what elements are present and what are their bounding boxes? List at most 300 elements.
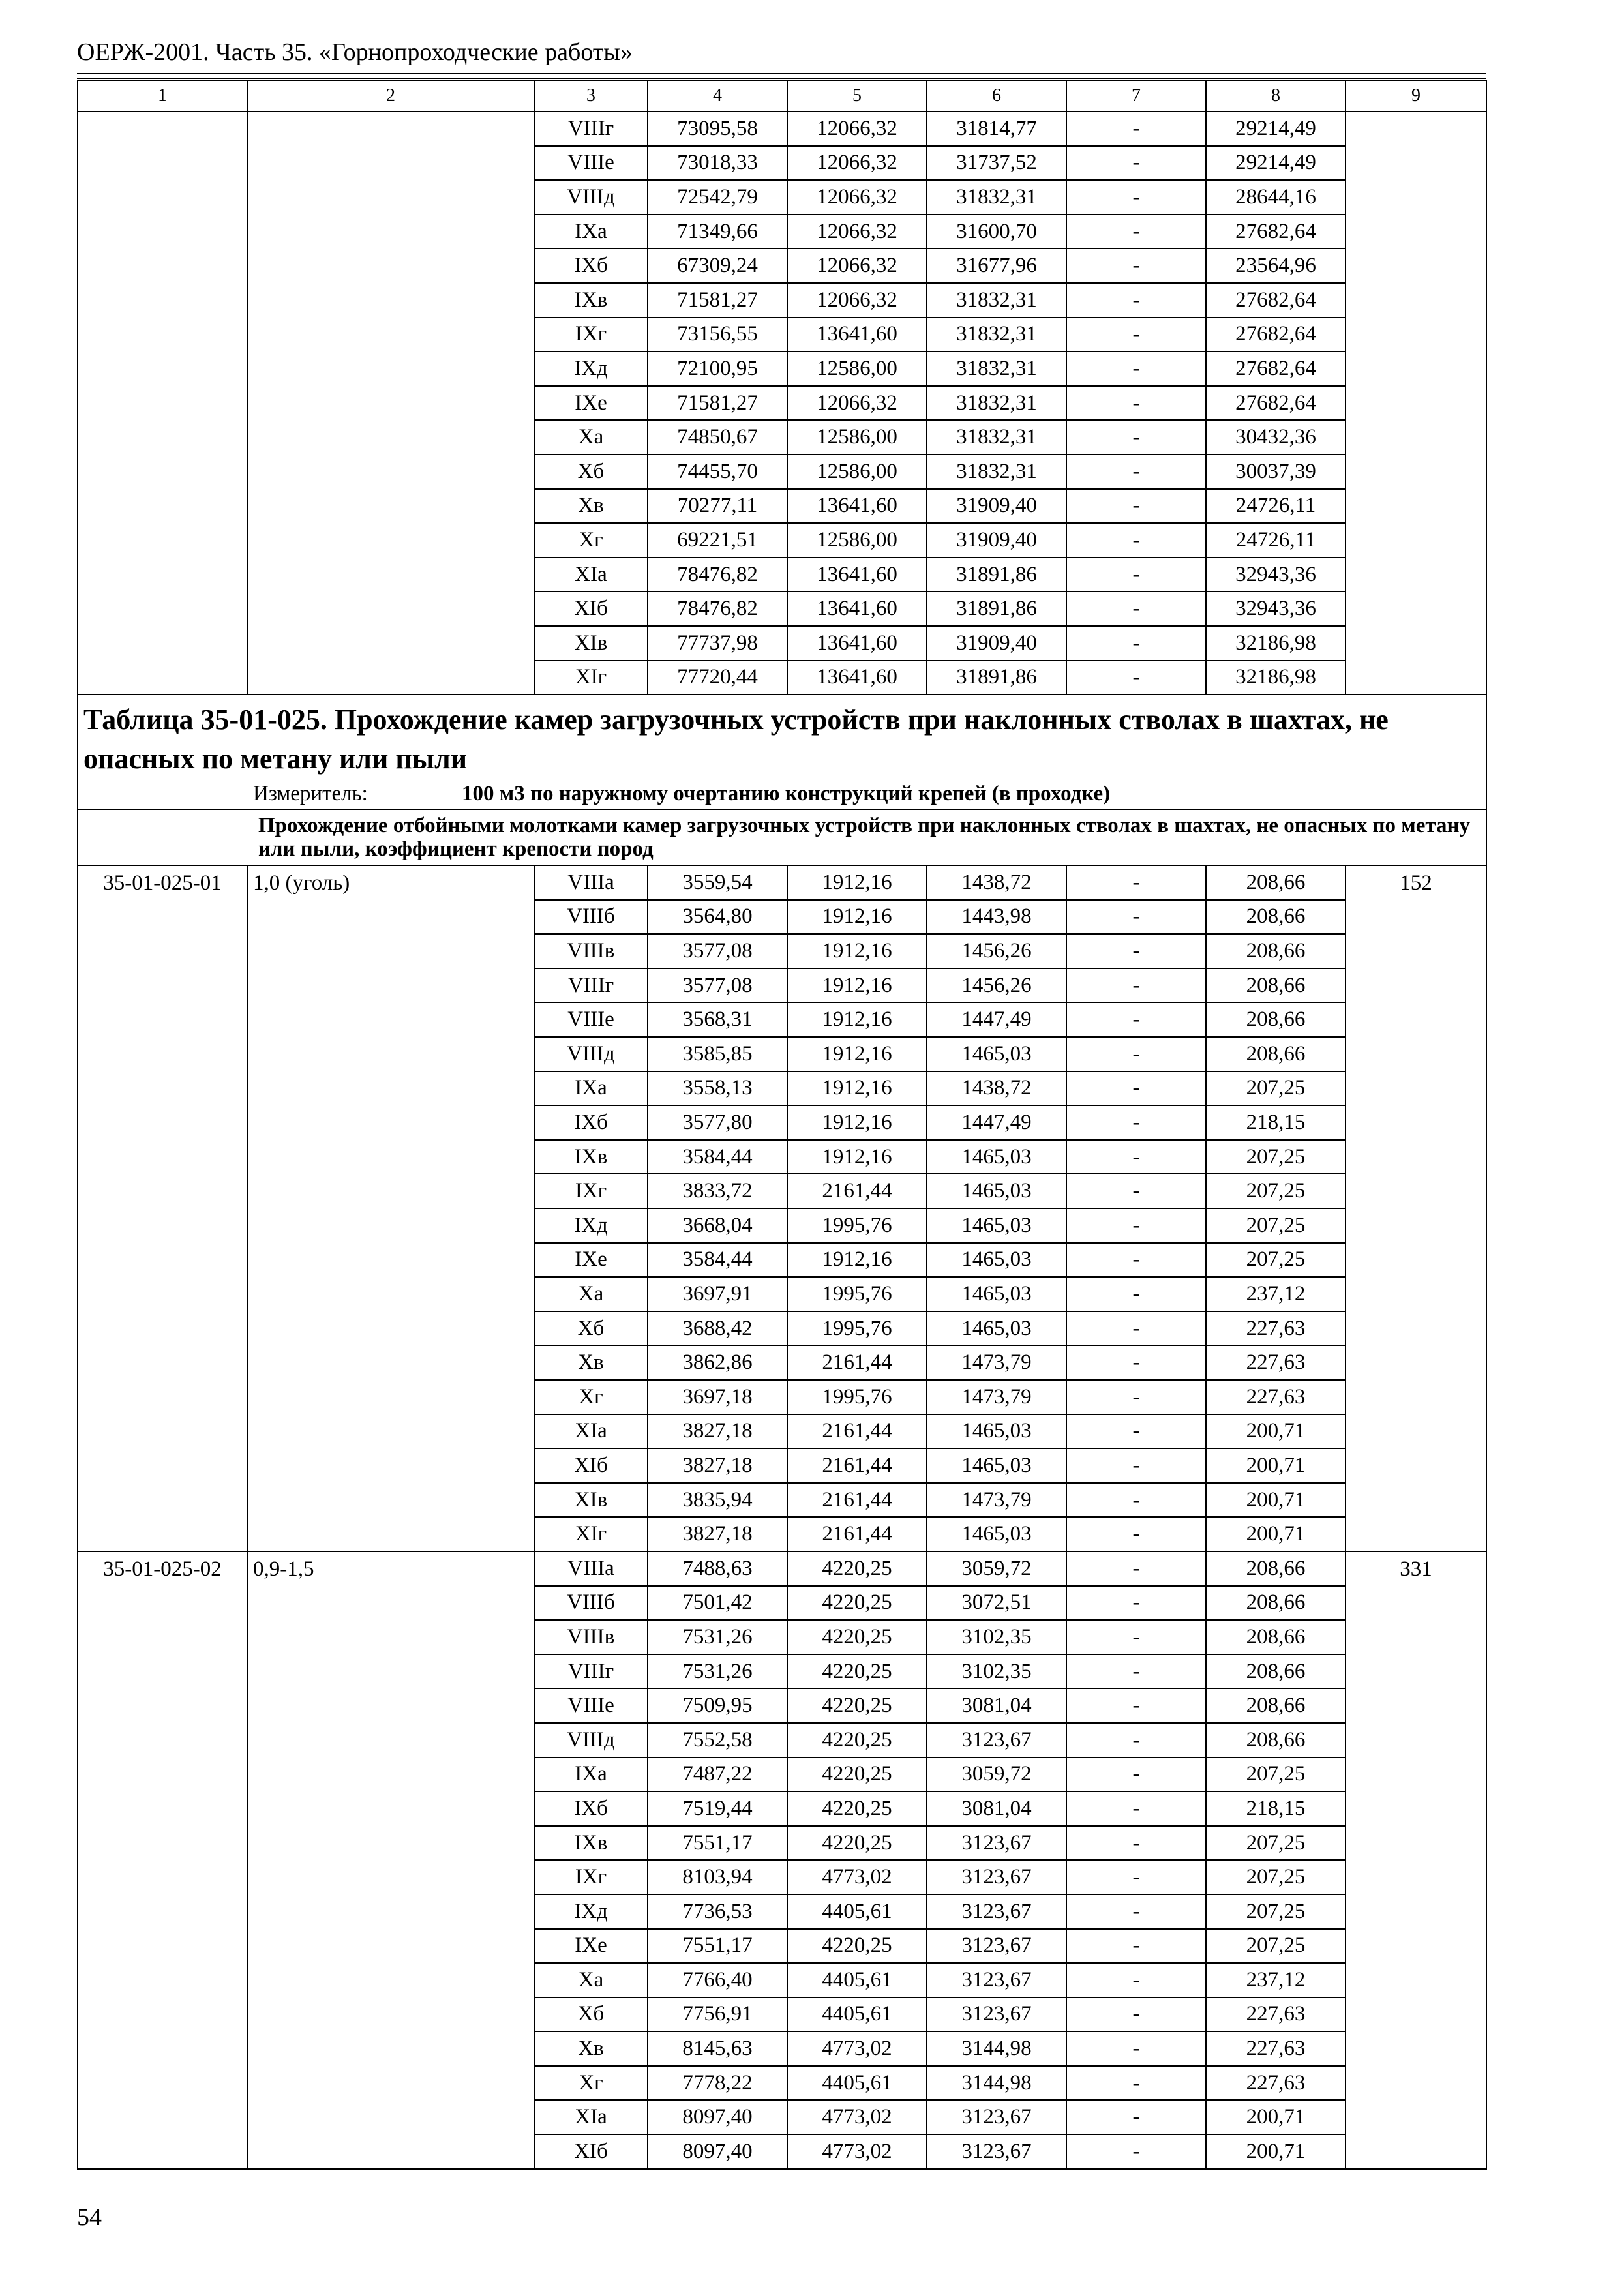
empty-col9-cell (1346, 455, 1486, 489)
empty-code-cell (78, 455, 247, 489)
total-cost: 7766,40 (648, 1963, 787, 1997)
machine-cost: 3102,35 (927, 1654, 1066, 1689)
machinists-wages: - (1066, 215, 1206, 249)
materials-cost: 207,25 (1206, 1826, 1346, 1861)
wages-cost: 12586,00 (787, 523, 927, 558)
machinists-wages: - (1066, 1826, 1206, 1861)
machinists-wages: - (1066, 968, 1206, 1003)
total-cost: 71581,27 (648, 386, 787, 421)
total-cost: 7778,22 (648, 2066, 787, 2101)
machinists-wages: - (1066, 1688, 1206, 1723)
wages-cost: 1995,76 (787, 1277, 927, 1311)
machinists-wages: - (1066, 1586, 1206, 1621)
wages-cost: 4220,25 (787, 1688, 927, 1723)
table-row (78, 352, 1486, 386)
machinists-wages: - (1066, 1860, 1206, 1894)
subtype-code: Xв (534, 1345, 648, 1380)
subtype-code: Xв (534, 489, 648, 524)
machinists-wages: - (1066, 489, 1206, 524)
wages-cost: 1912,16 (787, 865, 927, 900)
wages-cost: 4405,61 (787, 1963, 927, 1997)
machine-cost: 1465,03 (927, 1174, 1066, 1208)
empty-col9-cell (1346, 146, 1486, 181)
empty-col9-cell (1346, 558, 1486, 592)
wages-cost: 2161,44 (787, 1483, 927, 1518)
total-cost: 3827,18 (648, 1448, 787, 1483)
machine-cost: 3123,67 (927, 1723, 1066, 1758)
wages-cost: 4220,25 (787, 1929, 927, 1964)
rock-strength-coefficient: 0,9-1,5 (247, 1551, 534, 2169)
header-rule (77, 73, 1486, 74)
empty-code-cell (78, 248, 247, 283)
machinists-wages: - (1066, 1963, 1206, 1997)
subtype-code: VIIIд (534, 180, 648, 215)
column-number: 8 (1206, 80, 1346, 112)
materials-cost: 207,25 (1206, 1208, 1346, 1243)
subtype-code: VIIIв (534, 934, 648, 968)
subtype-code: VIIIг (534, 1654, 648, 1689)
total-cost: 8103,94 (648, 1860, 787, 1894)
materials-cost: 227,63 (1206, 1311, 1346, 1346)
subtype-code: XIг (534, 661, 648, 695)
empty-code-cell (78, 352, 247, 386)
total-cost: 3827,18 (648, 1414, 787, 1449)
machinists-wages: - (1066, 626, 1206, 661)
machine-cost: 1456,26 (927, 934, 1066, 968)
materials-cost: 207,25 (1206, 1071, 1346, 1106)
total-cost: 78476,82 (648, 591, 787, 626)
work-description-row (78, 809, 1486, 865)
machinists-wages: - (1066, 352, 1206, 386)
total-cost: 71349,66 (648, 215, 787, 249)
empty-col9-cell (1346, 180, 1486, 215)
machine-cost: 1456,26 (927, 968, 1066, 1003)
machine-cost: 1447,49 (927, 1105, 1066, 1140)
subtype-code: IXа (534, 1071, 648, 1106)
meter-value: 100 м3 по наружному очертанию конструкций крепей (в проходке) (462, 781, 1111, 805)
subtype-code: VIIIа (534, 865, 648, 900)
total-cost: 77720,44 (648, 661, 787, 695)
subtype-code: VIIIе (534, 1688, 648, 1723)
total-cost: 3584,44 (648, 1140, 787, 1174)
empty-condition-cell (247, 661, 534, 695)
table-row (78, 215, 1486, 249)
table-row (78, 558, 1486, 592)
machinists-wages: - (1066, 1551, 1206, 1586)
empty-col9-cell (1346, 318, 1486, 352)
materials-cost: 208,66 (1206, 1551, 1346, 1586)
wages-cost: 12586,00 (787, 352, 927, 386)
table-row (78, 661, 1486, 695)
machine-cost: 3123,67 (927, 1860, 1066, 1894)
machinists-wages: - (1066, 1791, 1206, 1826)
wages-cost: 4220,25 (787, 1826, 927, 1861)
subtype-code: VIIIа (534, 1551, 648, 1586)
subtype-code: Xб (534, 1311, 648, 1346)
machinists-wages: - (1066, 1894, 1206, 1929)
machinists-wages: - (1066, 934, 1206, 968)
table-row (78, 455, 1486, 489)
subtype-code: IXе (534, 1929, 648, 1964)
machinists-wages: - (1066, 1723, 1206, 1758)
materials-cost: 27682,64 (1206, 215, 1346, 249)
empty-code-cell (78, 523, 247, 558)
machinists-wages: - (1066, 1105, 1206, 1140)
total-cost: 70277,11 (648, 489, 787, 524)
subtype-code: VIIIг (534, 112, 648, 146)
machinists-wages: - (1066, 1997, 1206, 2032)
total-cost: 3577,08 (648, 968, 787, 1003)
rock-strength-coefficient: 1,0 (уголь) (247, 865, 534, 1551)
subtype-code: VIIIб (534, 900, 648, 935)
page-number: 54 (77, 2204, 102, 2231)
materials-cost: 208,66 (1206, 1037, 1346, 1071)
machine-cost: 1465,03 (927, 1277, 1066, 1311)
materials-cost: 237,12 (1206, 1963, 1346, 1997)
machinists-wages: - (1066, 1071, 1206, 1106)
empty-col9-cell (1346, 283, 1486, 318)
materials-cost: 200,71 (1206, 1483, 1346, 1518)
table-row (78, 180, 1486, 215)
total-cost: 3862,86 (648, 1345, 787, 1380)
wages-cost: 4220,25 (787, 1551, 927, 1586)
subtype-code: Xг (534, 523, 648, 558)
total-cost: 3577,80 (648, 1105, 787, 1140)
machinists-wages: - (1066, 283, 1206, 318)
total-cost: 8145,63 (648, 2031, 787, 2066)
total-cost: 71581,27 (648, 283, 787, 318)
machine-cost: 3102,35 (927, 1620, 1066, 1654)
page-header: ОЕРЖ-2001. Часть 35. «Горнопроходческие работы» (77, 38, 633, 66)
empty-condition-cell (247, 523, 534, 558)
subtype-code: XIб (534, 1448, 648, 1483)
machine-cost: 31891,86 (927, 558, 1066, 592)
machine-cost: 31891,86 (927, 661, 1066, 695)
total-cost: 7519,44 (648, 1791, 787, 1826)
total-cost: 77737,98 (648, 626, 787, 661)
subtype-code: Xб (534, 455, 648, 489)
total-cost: 73156,55 (648, 318, 787, 352)
wages-cost: 12066,32 (787, 283, 927, 318)
materials-cost: 30037,39 (1206, 455, 1346, 489)
materials-cost: 207,25 (1206, 1860, 1346, 1894)
machine-cost: 31832,31 (927, 283, 1066, 318)
empty-condition-cell (247, 386, 534, 421)
wages-cost: 12066,32 (787, 386, 927, 421)
wages-cost: 12586,00 (787, 420, 927, 455)
materials-cost: 227,63 (1206, 2031, 1346, 2066)
total-cost: 3558,13 (648, 1071, 787, 1106)
wages-cost: 4773,02 (787, 2100, 927, 2134)
total-cost: 3697,18 (648, 1380, 787, 1414)
table-row (78, 386, 1486, 421)
table-body (78, 80, 1486, 2169)
total-cost: 7531,26 (648, 1620, 787, 1654)
machinists-wages: - (1066, 1620, 1206, 1654)
wages-cost: 12066,32 (787, 248, 927, 283)
materials-cost: 200,71 (1206, 1414, 1346, 1449)
labor-cost-value: 331 (1346, 1551, 1486, 2169)
total-cost: 3835,94 (648, 1483, 787, 1518)
column-number: 4 (648, 80, 787, 112)
materials-cost: 227,63 (1206, 1380, 1346, 1414)
column-number: 5 (787, 80, 927, 112)
total-cost: 3568,31 (648, 1002, 787, 1037)
subtype-code: Xг (534, 1380, 648, 1414)
subtype-code: IXг (534, 1860, 648, 1894)
subtype-code: XIв (534, 626, 648, 661)
table-row (78, 112, 1486, 146)
table-row (78, 283, 1486, 318)
machinists-wages: - (1066, 558, 1206, 592)
subtype-code: VIIIе (534, 1002, 648, 1037)
machine-cost: 1465,03 (927, 1243, 1066, 1278)
empty-condition-cell (247, 455, 534, 489)
machine-cost: 1465,03 (927, 1414, 1066, 1449)
machine-cost: 3144,98 (927, 2031, 1066, 2066)
machinists-wages: - (1066, 1208, 1206, 1243)
machine-cost: 1473,79 (927, 1380, 1066, 1414)
machine-cost: 3123,67 (927, 1894, 1066, 1929)
machinists-wages: - (1066, 112, 1206, 146)
machine-cost: 1465,03 (927, 1140, 1066, 1174)
machine-cost: 3059,72 (927, 1551, 1066, 1586)
machinists-wages: - (1066, 1448, 1206, 1483)
wages-cost: 4220,25 (787, 1654, 927, 1689)
total-cost: 3668,04 (648, 1208, 787, 1243)
subtype-code: IXг (534, 318, 648, 352)
machine-cost: 1465,03 (927, 1037, 1066, 1071)
machinists-wages: - (1066, 1140, 1206, 1174)
subtype-code: VIIIб (534, 1586, 648, 1621)
meter-label: Измеритель: (253, 781, 368, 805)
total-cost: 7551,17 (648, 1929, 787, 1964)
wages-cost: 12066,32 (787, 215, 927, 249)
machinists-wages: - (1066, 455, 1206, 489)
materials-cost: 27682,64 (1206, 283, 1346, 318)
work-description: Прохождение отбойными молотками камер загрузочных устройств при наклонных стволах в шахтах, не опасных по метану или пыли, коэффициент крепости пород (258, 814, 1470, 861)
wages-cost: 2161,44 (787, 1517, 927, 1551)
subtype-code: IXг (534, 1174, 648, 1208)
empty-condition-cell (247, 591, 534, 626)
total-cost: 7488,63 (648, 1551, 787, 1586)
wages-cost: 4773,02 (787, 2031, 927, 2066)
empty-condition-cell (247, 180, 534, 215)
materials-cost: 237,12 (1206, 1277, 1346, 1311)
materials-cost: 32943,36 (1206, 558, 1346, 592)
wages-cost: 12066,32 (787, 112, 927, 146)
machine-cost: 1473,79 (927, 1483, 1066, 1518)
materials-cost: 208,66 (1206, 865, 1346, 900)
machine-cost: 1438,72 (927, 865, 1066, 900)
column-number: 3 (534, 80, 648, 112)
wages-cost: 4405,61 (787, 1894, 927, 1929)
wages-cost: 4220,25 (787, 1723, 927, 1758)
meter-row (78, 779, 1486, 809)
wages-cost: 1912,16 (787, 968, 927, 1003)
subtype-code: VIIIг (534, 968, 648, 1003)
empty-code-cell (78, 318, 247, 352)
wages-cost: 13641,60 (787, 558, 927, 592)
machine-cost: 1443,98 (927, 900, 1066, 935)
materials-cost: 208,66 (1206, 934, 1346, 968)
materials-cost: 23564,96 (1206, 248, 1346, 283)
machine-cost: 31832,31 (927, 455, 1066, 489)
wages-cost: 1995,76 (787, 1380, 927, 1414)
total-cost: 74850,67 (648, 420, 787, 455)
empty-col9-cell (1346, 352, 1486, 386)
wages-cost: 4220,25 (787, 1791, 927, 1826)
empty-col9-cell (1346, 591, 1486, 626)
empty-condition-cell (247, 352, 534, 386)
empty-code-cell (78, 661, 247, 695)
materials-cost: 27682,64 (1206, 386, 1346, 421)
subtype-code: IXд (534, 1894, 648, 1929)
subtype-code: Xг (534, 2066, 648, 2101)
machinists-wages: - (1066, 1037, 1206, 1071)
wages-cost: 2161,44 (787, 1448, 927, 1483)
machine-cost: 3123,67 (927, 2134, 1066, 2169)
machinists-wages: - (1066, 865, 1206, 900)
wages-cost: 1995,76 (787, 1208, 927, 1243)
machinists-wages: - (1066, 1517, 1206, 1551)
column-number: 2 (247, 80, 534, 112)
wages-cost: 1912,16 (787, 1071, 927, 1106)
machine-cost: 3144,98 (927, 2066, 1066, 2101)
empty-code-cell (78, 180, 247, 215)
header-rule-double (77, 78, 1486, 79)
machine-cost: 31891,86 (927, 591, 1066, 626)
machinists-wages: - (1066, 2031, 1206, 2066)
machinists-wages: - (1066, 1311, 1206, 1346)
machine-cost: 31832,31 (927, 420, 1066, 455)
machinists-wages: - (1066, 1380, 1206, 1414)
machine-cost: 1465,03 (927, 1208, 1066, 1243)
machinists-wages: - (1066, 1929, 1206, 1964)
empty-col9-cell (1346, 248, 1486, 283)
wages-cost: 1912,16 (787, 1002, 927, 1037)
machine-cost: 1473,79 (927, 1345, 1066, 1380)
empty-code-cell (78, 420, 247, 455)
machinists-wages: - (1066, 2066, 1206, 2101)
labor-cost-value: 152 (1346, 865, 1486, 1551)
rates-table (77, 80, 1487, 2170)
subtype-code: IXд (534, 352, 648, 386)
materials-cost: 208,66 (1206, 1654, 1346, 1689)
machine-cost: 31909,40 (927, 626, 1066, 661)
empty-condition-cell (247, 283, 534, 318)
wages-cost: 13641,60 (787, 626, 927, 661)
materials-cost: 32943,36 (1206, 591, 1346, 626)
materials-cost: 207,25 (1206, 1894, 1346, 1929)
column-number-row (78, 80, 1486, 112)
table-row (78, 626, 1486, 661)
empty-condition-cell (247, 558, 534, 592)
materials-cost: 27682,64 (1206, 318, 1346, 352)
machinists-wages: - (1066, 386, 1206, 421)
wages-cost: 4220,25 (787, 1586, 927, 1621)
total-cost: 3833,72 (648, 1174, 787, 1208)
empty-condition-cell (247, 626, 534, 661)
machinists-wages: - (1066, 1277, 1206, 1311)
materials-cost: 227,63 (1206, 2066, 1346, 2101)
empty-condition-cell (247, 215, 534, 249)
wages-cost: 4405,61 (787, 1997, 927, 2032)
subtype-code: IXе (534, 386, 648, 421)
column-number: 7 (1066, 80, 1206, 112)
total-cost: 7501,42 (648, 1586, 787, 1621)
materials-cost: 218,15 (1206, 1105, 1346, 1140)
empty-col9-cell (1346, 523, 1486, 558)
machine-cost: 3123,67 (927, 1963, 1066, 1997)
machine-cost: 1465,03 (927, 1517, 1066, 1551)
machine-cost: 1447,49 (927, 1002, 1066, 1037)
total-cost: 8097,40 (648, 2100, 787, 2134)
total-cost: 7736,53 (648, 1894, 787, 1929)
subtype-code: IXб (534, 1791, 648, 1826)
wages-cost: 1995,76 (787, 1311, 927, 1346)
machinists-wages: - (1066, 661, 1206, 695)
table-row (78, 146, 1486, 181)
wages-cost: 2161,44 (787, 1414, 927, 1449)
machinists-wages: - (1066, 1345, 1206, 1380)
subtype-code: VIIIд (534, 1723, 648, 1758)
machinists-wages: - (1066, 2134, 1206, 2169)
total-cost: 3559,54 (648, 865, 787, 900)
empty-col9-cell (1346, 420, 1486, 455)
subtype-code: XIб (534, 2134, 648, 2169)
table-row (78, 248, 1486, 283)
machinists-wages: - (1066, 1243, 1206, 1278)
total-cost: 3827,18 (648, 1517, 787, 1551)
machinists-wages: - (1066, 248, 1206, 283)
meter-cell (78, 779, 1486, 809)
empty-col9-cell (1346, 661, 1486, 695)
empty-condition-cell (247, 112, 534, 146)
machinists-wages: - (1066, 420, 1206, 455)
empty-code-cell (78, 283, 247, 318)
machine-cost: 3123,67 (927, 1997, 1066, 2032)
subtype-code: IXд (534, 1208, 648, 1243)
machine-cost: 3081,04 (927, 1688, 1066, 1723)
subtype-code: VIIIв (534, 1620, 648, 1654)
machine-cost: 3123,67 (927, 1929, 1066, 1964)
subtype-code: XIб (534, 591, 648, 626)
machinists-wages: - (1066, 1174, 1206, 1208)
total-cost: 72542,79 (648, 180, 787, 215)
materials-cost: 200,71 (1206, 1448, 1346, 1483)
wages-cost: 4773,02 (787, 1860, 927, 1894)
empty-col9-cell (1346, 112, 1486, 146)
machine-cost: 31832,31 (927, 352, 1066, 386)
total-cost: 74455,70 (648, 455, 787, 489)
materials-cost: 208,66 (1206, 968, 1346, 1003)
subtype-code: Xа (534, 420, 648, 455)
subtype-code: IXв (534, 283, 648, 318)
wages-cost: 12586,00 (787, 455, 927, 489)
total-cost: 3697,91 (648, 1277, 787, 1311)
empty-code-cell (78, 146, 247, 181)
machinists-wages: - (1066, 523, 1206, 558)
machinists-wages: - (1066, 318, 1206, 352)
total-cost: 72100,95 (648, 352, 787, 386)
total-cost: 73095,58 (648, 112, 787, 146)
column-number: 9 (1346, 80, 1486, 112)
subtype-code: IXв (534, 1140, 648, 1174)
machine-cost: 31832,31 (927, 318, 1066, 352)
empty-condition-cell (247, 318, 534, 352)
machinists-wages: - (1066, 1414, 1206, 1449)
